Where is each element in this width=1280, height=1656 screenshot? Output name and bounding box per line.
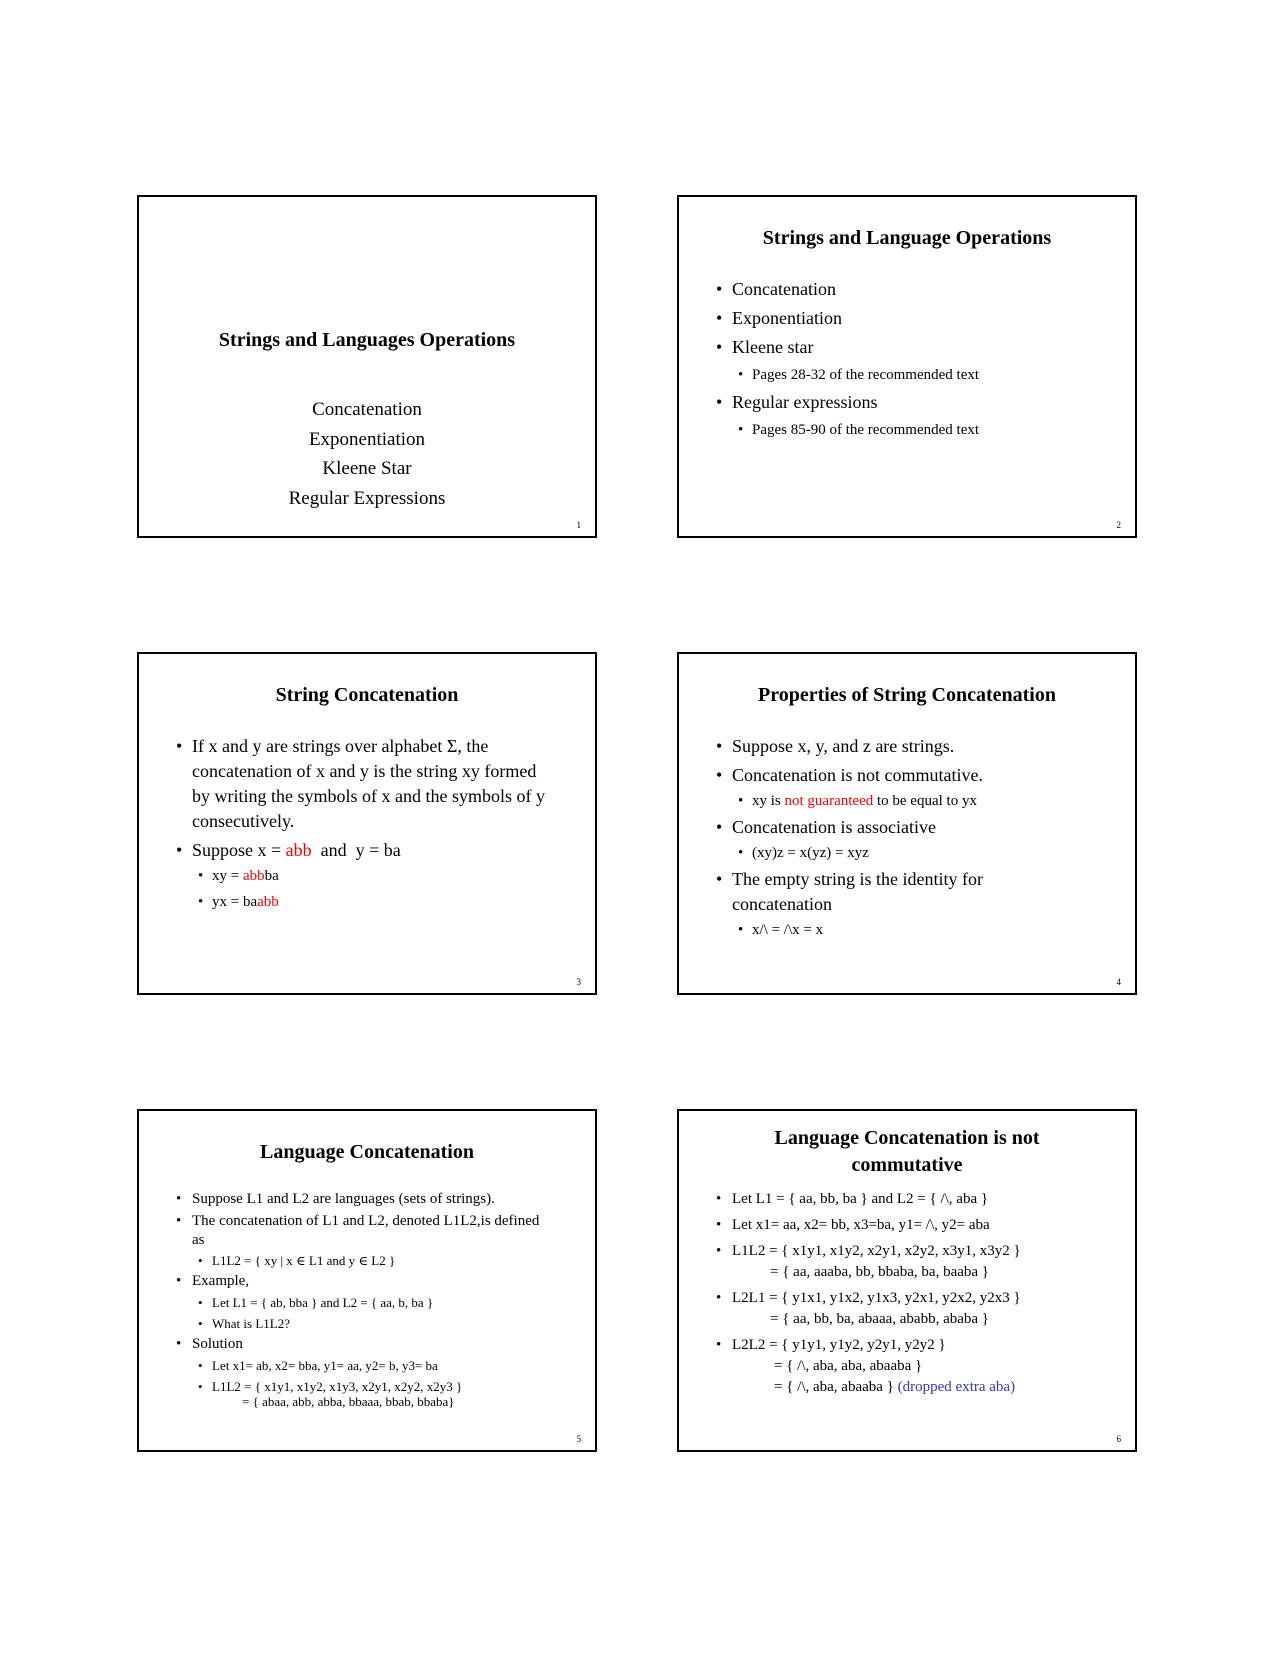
list-item: • Suppose x, y, and z are strings. <box>712 734 1032 759</box>
result-line: = { /\, aba, abaaba } (dropped extra aba) <box>774 1379 1016 1395</box>
slide-2-list <box>712 275 979 443</box>
result-line: = { /\, aba, aba, abaaba } <box>774 1358 923 1374</box>
list-item: • Concatenation <box>712 275 979 304</box>
slide-number: 6 <box>1116 1434 1121 1444</box>
list-item: • The empty string is the identity for concatenation <box>712 867 1032 917</box>
slide-6 <box>677 1109 1137 1452</box>
list-item: • L2L2 = { y1y1, y1y2, y2y1, y2y2 } = { /\, aba, aba, abaaba } = { /\, aba, abaaba } (dropped extra aba) <box>712 1335 1112 1398</box>
slide-1-title: Strings and Languages Operations <box>218 329 516 351</box>
list-item: • Concatenation is not commutative. <box>712 763 1032 788</box>
list-item: • Suppose L1 and L2 are languages (sets of strings). <box>172 1189 552 1210</box>
slide-number: 1 <box>576 520 581 530</box>
list-item: • If x and y are strings over alphabet Σ, the concatenation of x and y is the string xy formed by writing the symbols of x and the symbols of y consecutively. <box>172 734 552 834</box>
slide-number: 5 <box>576 1434 581 1444</box>
slide-5-title: Language Concatenation <box>260 1141 474 1163</box>
result-line: = { abaa, abb, abba, bbaaa, bbab, bbaba} <box>242 1394 455 1409</box>
list-item: • Exponentiation <box>712 304 979 333</box>
topic-line: Kleene Star <box>322 458 412 479</box>
list-item: • Let L1 = { aa, bb, ba } and L2 = { /\, aba } <box>712 1189 1112 1210</box>
list-item: • Kleene star <box>712 333 979 362</box>
list-item: • L2L1 = { y1x1, y1x2, y1x3, y2x1, y2x2, y2x3 } = { aa, bb, ba, abaaa, ababb, ababa } <box>712 1288 1112 1330</box>
list-item: • The concatenation of L1 and L2, denoted L1L2,is defined as <box>172 1212 552 1250</box>
slide-4-title: Properties of String Concatenation <box>758 684 1056 706</box>
list-subitem: • yx = baabb <box>172 889 552 915</box>
slide-4 <box>677 652 1137 995</box>
list-item: • L1L2 = { x1y1, x1y2, x2y1, x2y2, x3y1, x3y2 } = { aa, aaaba, bb, bbaba, ba, baaba } <box>712 1241 1112 1283</box>
slide-5-list <box>172 1189 552 1409</box>
slide-1 <box>137 195 597 538</box>
list-item: • Regular expressions <box>712 388 979 417</box>
list-item: • Suppose x = abb and y = ba <box>172 838 552 863</box>
slide-5 <box>137 1109 597 1452</box>
slide-3 <box>137 652 597 995</box>
list-subitem: • L1L2 = { x1y1, x1y2, x1y3, x2y1, x2y2, x2y3 } = { abaa, abb, abba, bbaaa, bbab, bbaba} <box>172 1379 552 1409</box>
result-line: = { aa, aaaba, bb, bbaba, ba, baaba } <box>770 1264 990 1280</box>
slide-2 <box>677 195 1137 538</box>
list-item: • Solution <box>172 1334 552 1355</box>
slide-2-title: Strings and Language Operations <box>762 227 1052 249</box>
list-item: • Example, <box>172 1271 552 1292</box>
slide-6-title: Language Concatenation is not commutative <box>774 1127 1040 1176</box>
slide-3-title: String Concatenation <box>275 684 459 706</box>
slide-6-list <box>712 1189 1112 1398</box>
list-subitem: • Let L1 = { ab, bba } and L2 = { aa, b, ba } <box>172 1292 552 1313</box>
list-subitem: • x/\ = /\x = x <box>712 917 1032 944</box>
note-text: (dropped extra aba) <box>897 1379 1016 1395</box>
list-subitem: • L1L2 = { xy | x ∈ L1 and y ∈ L2 } <box>172 1250 552 1271</box>
slide-number: 4 <box>1116 977 1121 987</box>
list-subitem: • Pages 28-32 of the recommended text <box>712 362 979 388</box>
list-subitem: • What is L1L2? <box>172 1313 552 1334</box>
slide-4-list <box>712 734 1032 944</box>
slide-number: 3 <box>576 977 581 987</box>
slide-number: 2 <box>1116 520 1121 530</box>
list-item: • Let x1= aa, x2= bb, x3=ba, y1= /\, y2= aba <box>712 1215 1112 1236</box>
list-item: • Concatenation is associative <box>712 815 1032 840</box>
list-subitem: • Pages 85-90 of the recommended text <box>712 417 979 443</box>
topic-line: Concatenation <box>312 399 422 420</box>
slide-1-topics <box>139 395 595 513</box>
topic-line: Regular Expressions <box>288 487 446 509</box>
list-subitem: • Let x1= ab, x2= bba, y1= aa, y2= b, y3= ba <box>172 1355 552 1376</box>
slide-3-list <box>172 734 552 915</box>
list-subitem: • (xy)z = x(yz) = xyz <box>712 840 1032 867</box>
result-line: = { aa, bb, ba, abaaa, ababb, ababa } <box>770 1311 990 1327</box>
list-subitem: • xy is not guaranteed to be equal to yx <box>712 788 1032 815</box>
list-subitem: • xy = abbba <box>172 863 552 889</box>
topic-line: Exponentiation <box>308 428 426 450</box>
